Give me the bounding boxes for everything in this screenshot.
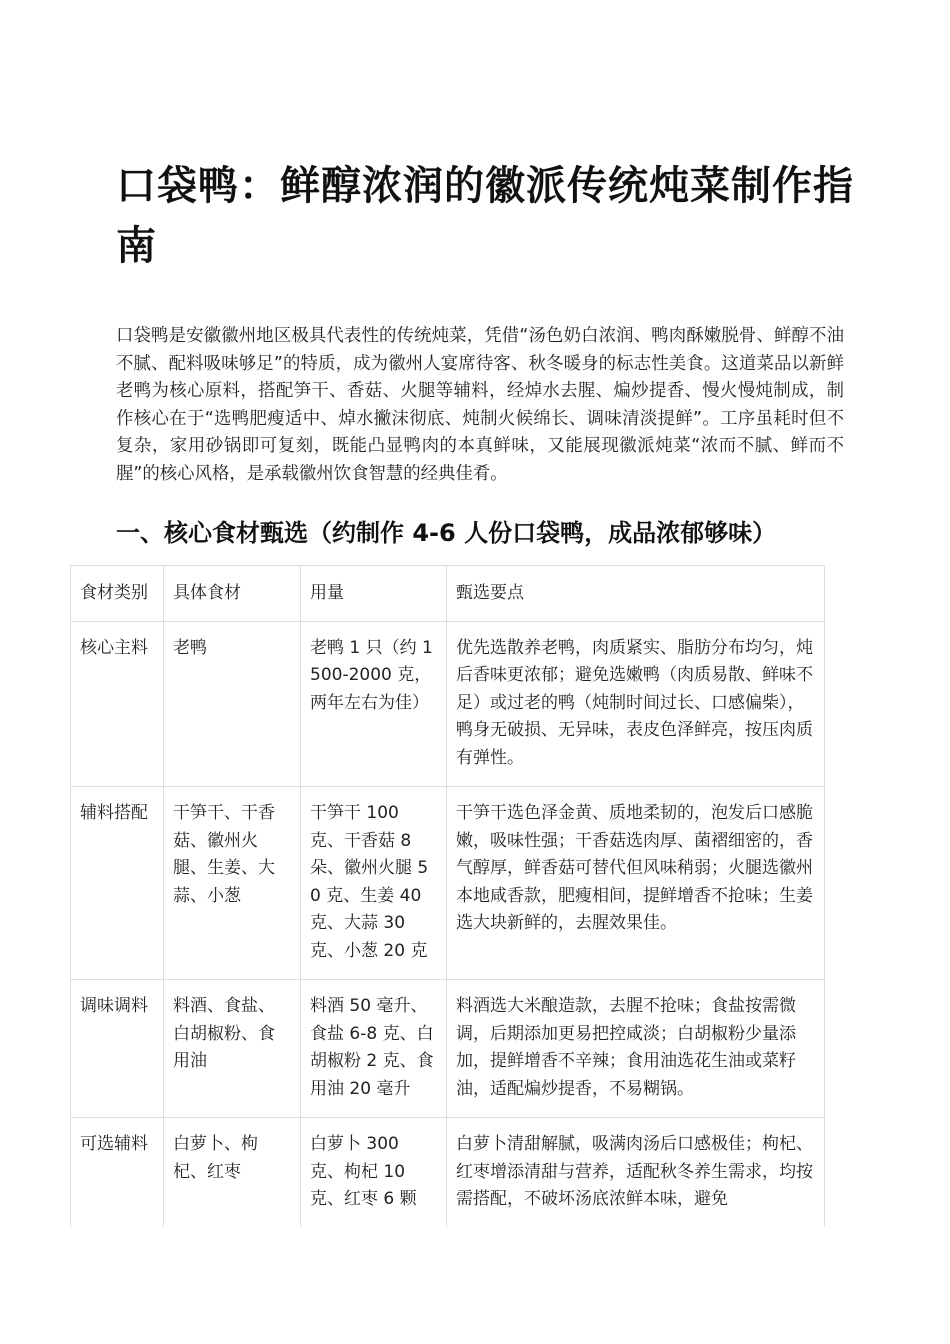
page-title: 口袋鸭：鲜醇浓润的徽派传统炖菜制作指南 (116, 163, 854, 269)
ingredients-table (70, 565, 825, 1227)
table-row (71, 1118, 825, 1228)
cell-amount: 老鸭 1 只（约 1500-2000 克，两年左右为佳） (301, 621, 447, 787)
cell-ingredients: 料酒、食盐、白胡椒粉、食用油 (164, 980, 301, 1118)
section-heading-ingredients: 一、核心食材甄选（约制作 4-6 人份口袋鸭，成品浓郁够味） (116, 519, 777, 547)
header-ingredients: 具体食材 (164, 566, 301, 622)
table-row (71, 621, 825, 787)
header-amount: 用量 (301, 566, 447, 622)
table-row (71, 980, 825, 1118)
table-header-row (71, 566, 825, 622)
cell-ingredients: 干笋干、干香菇、徽州火腿、生姜、大蒜、小葱 (164, 787, 301, 980)
cell-ingredients: 白萝卜、枸杞、红枣 (164, 1118, 301, 1228)
cell-category: 辅料搭配 (71, 787, 164, 980)
cell-category: 调味调料 (71, 980, 164, 1118)
table-row (71, 787, 825, 980)
cell-category: 可选辅料 (71, 1118, 164, 1228)
header-category: 食材类别 (71, 566, 164, 622)
intro-paragraph: 口袋鸭是安徽徽州地区极具代表性的传统炖菜，凭借“汤色奶白浓润、鸭肉酥嫩脱骨、鲜醇不油不腻、配料吸味够足”的特质，成为徽州人宴席待客、秋冬暖身的标志性美食。这道菜品以新鲜老鸭为核心原料，搭配笋干、香菇、火腿等辅料，经焯水去腥、煸炒提香、慢火慢炖制成，制作核心在于“选鸭肥瘦适中、焯水撇沫彻底、炖制火候绵长、调味清淡提鲜”。工序虽耗时但不复杂，家用砂锅即可复刻，既能凸显鸭肉的本真鲜味，又能展现徽派炖菜“浓而不腻、鲜而不腥”的核心风格，是承载徽州饮食智慧的经典佳肴。 (116, 326, 844, 484)
cell-tips: 料酒选大米酿造款，去腥不抢味；食盐按需微调，后期添加更易把控咸淡；白胡椒粉少量添加，提鲜增香不辛辣；食用油选花生油或菜籽油，适配煸炒提香，不易糊锅。 (447, 980, 825, 1118)
cell-amount: 干笋干 100 克、干香菇 8 朵、徽州火腿 50 克、生姜 40 克、大蒜 30 克、小葱 20 克 (301, 787, 447, 980)
ingredients-table-wrapper (70, 565, 825, 1227)
cell-amount: 白萝卜 300 克、枸杞 10 克、红枣 6 颗 (301, 1118, 447, 1228)
cell-category: 核心主料 (71, 621, 164, 787)
cell-amount: 料酒 50 毫升、食盐 6-8 克、白胡椒粉 2 克、食用油 20 毫升 (301, 980, 447, 1118)
cell-tips: 白萝卜清甜解腻，吸满肉汤后口感极佳；枸杞、红枣增添清甜与营养，适配秋冬养生需求，均按需搭配，不破坏汤底浓鲜本味，避免 (447, 1118, 825, 1228)
cell-ingredients: 老鸭 (164, 621, 301, 787)
cell-tips: 优先选散养老鸭，肉质紧实、脂肪分布均匀，炖后香味更浓郁；避免选嫩鸭（肉质易散、鲜味不足）或过老的鸭（炖制时间过长、口感偏柴），鸭身无破损、无异味，表皮色泽鲜亮，按压肉质有弹性。 (447, 621, 825, 787)
cell-tips: 干笋干选色泽金黄、质地柔韧的，泡发后口感脆嫩，吸味性强；干香菇选肉厚、菌褶细密的，香气醇厚，鲜香菇可替代但风味稍弱；火腿选徽州本地咸香款，肥瘦相间，提鲜增香不抢味；生姜选大块新鲜的，去腥效果佳。 (447, 787, 825, 980)
header-tips: 甄选要点 (447, 566, 825, 622)
